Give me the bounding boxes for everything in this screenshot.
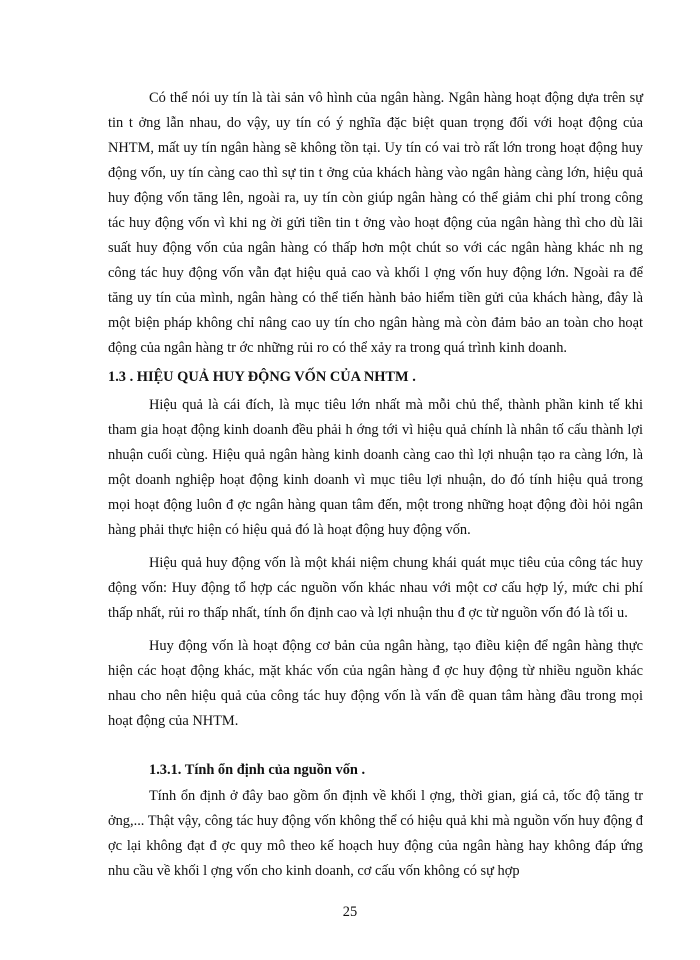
subsection-heading-1-3-1: 1.3.1. Tính ổn định của nguồn vốn . xyxy=(149,762,366,778)
section-heading-1-3: 1.3 . HIỆU QUẢ HUY ĐỘNG VỐN CỦA NHTM . xyxy=(108,369,416,385)
paragraph-stability: Tính ổn định ở đây bao gồm ổn định về khối l ợng, thời gian, giá cả, tốc độ tăng tr ởng,... Thật vậy, công tác huy động vốn không thể có hiệu quả khi mà nguồn vốn huy động đ ợc lại không đạt đ ợc quy mô theo kế hoạch huy động của ngân hàng hay không đáp ứng nhu cầu về khối l ợng vốn cho kinh doanh, cơ cấu vốn không có sự hợp xyxy=(108,788,643,879)
paragraph-reputation: Có thể nói uy tín là tài sản vô hình của ngân hàng. Ngân hàng hoạt động dựa trên sự tin t ởng lẫn nhau, do vậy, uy tín có ý nghĩa đặc biệt quan trọng đối với hoạt động của NHTM, mất uy tín ngân hàng sẽ không tồn tại. Uy tín có vai trò rất lớn trong hoạt động huy động vốn, uy tín càng cao thì sự tin t ởng của khách hàng vào ngân hàng càng lớn, hiệu quả huy động vốn tăng lên, ngoài ra, uy tín còn giúp ngân hàng có thể giảm chi phí trong công tác huy động vốn vì khi ng ời gửi tiền tin t ởng vào hoạt động của ngân hàng thì cho dù lãi suất huy động vốn của ngân hàng có thấp hơn một chút so với các ngân hàng khác nh ng công tác huy động vốn vẫn đạt hiệu quả cao và khối l ợng vốn huy động lớn. Ngoài ra để tăng uy tín của mình, ngân hàng có thể tiến hành bảo hiểm tiền gửi của khách hàng, đây là một biện pháp không chỉ nâng cao uy tín cho ngân hàng mà còn đảm bảo an toàn cho hoạt động của ngân hàng tr ớc những rủi ro có thể xảy ra trong quá trình kinh doanh. xyxy=(108,90,643,356)
paragraph-efficiency-definition: Hiệu quả huy động vốn là một khái niệm chung khái quát mục tiêu của công tác huy động vốn: Huy động tổ hợp các nguồn vốn khác nhau với một cơ cấu hợp lý, mức chi phí thấp nhất, rủi ro thấp nhất, tính ổn định cao và lợi nhuận thu đ ợc từ nguồn vốn đó là tối u. xyxy=(108,555,643,621)
paragraph-spacer xyxy=(108,626,643,634)
section-spacer xyxy=(108,734,643,745)
page-number: 25 xyxy=(342,904,358,920)
paragraph-spacer xyxy=(108,543,643,551)
document-page xyxy=(108,86,643,884)
paragraph-capital-mobilization: Huy động vốn là hoạt động cơ bản của ngân hàng, tạo điều kiện để ngân hàng thực hiện các hoạt động khác, mặt khác vốn của ngân hàng đ ợc huy động từ nhiều nguồn khác nhau cho nên hiệu quả của công tác huy động vốn là vấn đề quan tâm hàng đầu trong mọi hoạt động của NHTM. xyxy=(108,638,643,729)
paragraph-efficiency-goal: Hiệu quả là cái đích, là mục tiêu lớn nhất mà mỗi chủ thể, thành phần kinh tế khi tham gia hoạt động kinh doanh đều phải h ớng tới vì hiệu quả chính là nhân tố cấu thành lợi nhuận cuối cùng. Hiệu quả ngân hàng kinh doanh càng cao thì lợi nhuận tạo ra càng lớn, là một doanh nghiệp hoạt động kinh doanh vì mục tiêu lợi nhuận, do đó tính hiệu quả trong mọi hoạt động luôn đ ợc ngân hàng quan tâm đến, một trong những hoạt động đòi hỏi ngân hàng phải thực hiện có hiệu quả đó là hoạt động huy động vốn. xyxy=(108,397,643,538)
